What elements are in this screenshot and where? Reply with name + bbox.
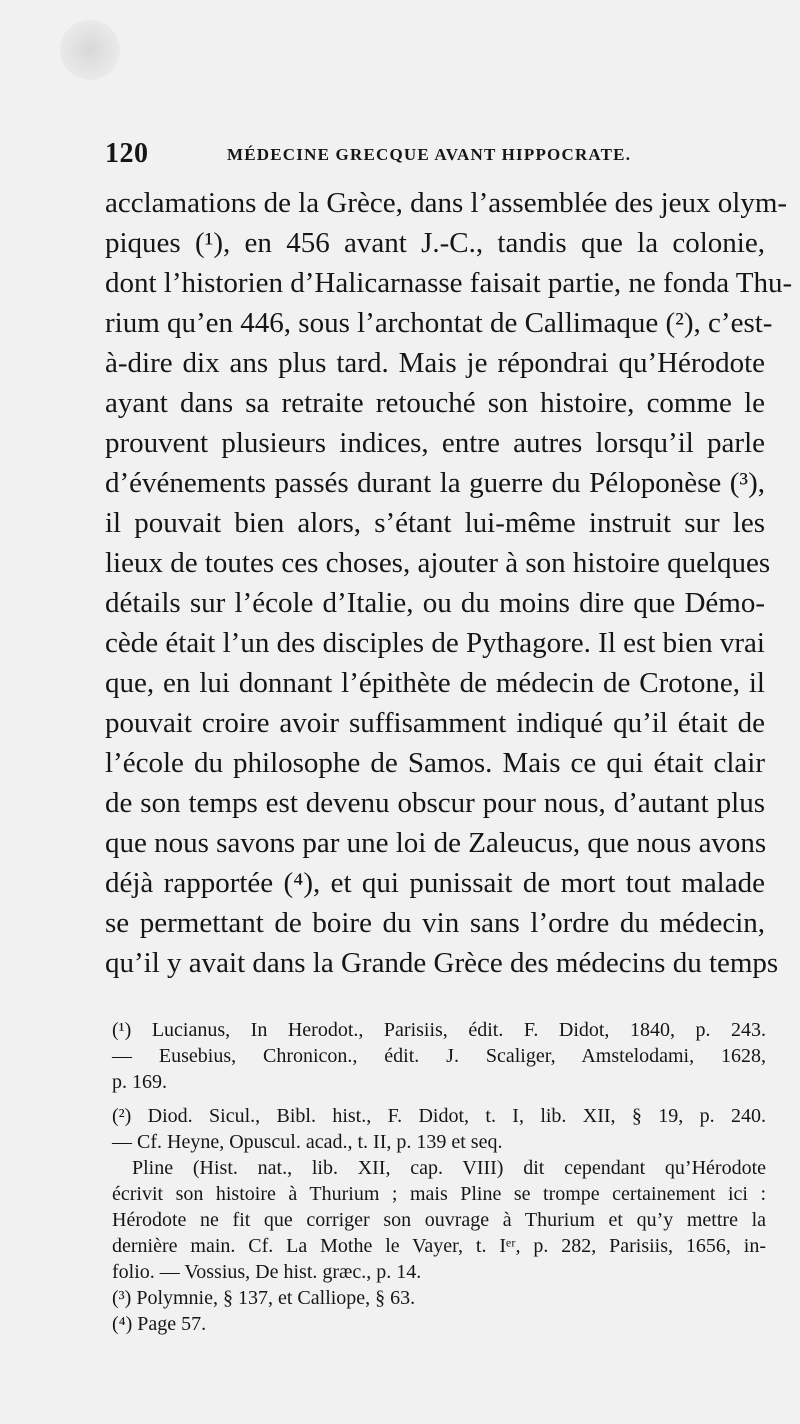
paper-stain	[60, 20, 120, 80]
footnote-2-line: Hérodote ne fit que corriger son ouvrage à Thurium et qu’y mettre la	[112, 1209, 766, 1231]
footnote-1-line: — Eusebius, Chronicon., édit. J. Scaliger, Amstelodami, 1628,	[112, 1045, 766, 1067]
text-line: lieux de toutes ces choses, ajouter à son histoire quelques	[105, 547, 771, 579]
text-line: détails sur l’école d’Italie, ou du moins dire que Démo-	[105, 587, 765, 619]
text-line: il pouvait bien alors, s’étant lui-même instruit sur les	[105, 507, 765, 539]
footnote-1-line: p. 169.	[112, 1071, 167, 1093]
text-line: acclamations de la Grèce, dans l’assemblée des jeux olym-	[105, 187, 788, 219]
running-title: MÉDECINE GRECQUE AVANT HIPPOCRATE.	[227, 145, 632, 164]
footnote-2-line: folio. — Vossius, De hist. græc., p. 14.	[112, 1261, 422, 1283]
text-line: que, en lui donnant l’épithète de médecin de Crotone, il	[105, 667, 765, 699]
text-line: l’école du philosophe de Samos. Mais ce qui était clair	[105, 747, 765, 779]
text-line: pouvait croire avoir suffisamment indiqué qu’il était de	[105, 707, 765, 739]
page-header	[105, 138, 665, 172]
text-line: à-dire dix ans plus tard. Mais je répondrai qu’Hérodote	[105, 347, 765, 379]
footnote-1-line: (¹) Lucianus, In Herodot., Parisiis, édit. F. Didot, 1840, p. 243.	[112, 1019, 766, 1041]
text-line: ayant dans sa retraite retouché son histoire, comme le	[105, 387, 765, 419]
text-line: d’événements passés durant la guerre du Péloponèse (³),	[105, 467, 765, 499]
text-line: prouvent plusieurs indices, entre autres lorsqu’il parle	[105, 427, 765, 459]
footnote-2-line: écrivit son histoire à Thurium ; mais Pline se trompe certainement ici :	[112, 1183, 766, 1205]
text-line: se permettant de boire du vin sans l’ordre du médecin,	[105, 907, 765, 939]
footnote-2-line: dernière main. Cf. La Mothe le Vayer, t. Iᵉʳ, p. 282, Parisiis, 1656, in-	[112, 1235, 766, 1257]
footnote-2-line: — Cf. Heyne, Opuscul. acad., t. II, p. 139 et seq.	[112, 1131, 503, 1153]
footnote-4: (⁴) Page 57.	[112, 1313, 207, 1335]
footnote-3: (³) Polymnie, § 137, et Calliope, § 63.	[112, 1287, 416, 1309]
footnote-2-line: (²) Diod. Sicul., Bibl. hist., F. Didot, t. I, lib. XII, § 19, p. 240.	[112, 1105, 766, 1127]
text-line: que nous savons par une loi de Zaleucus, que nous avons	[105, 827, 767, 859]
text-line: de son temps est devenu obscur pour nous, d’autant plus	[105, 787, 765, 819]
footnotes	[112, 1017, 766, 1337]
text-line: rium qu’en 446, sous l’archontat de Callimaque (²), c’est-	[105, 307, 773, 339]
text-line: cède était l’un des disciples de Pythagore. Il est bien vrai	[105, 627, 765, 659]
text-line: dont l’historien d’Halicarnasse faisait partie, ne fonda Thu-	[105, 267, 793, 299]
footnote-2-line: Pline (Hist. nat., lib. XII, cap. VIII) dit cependant qu’Hérodote	[132, 1157, 766, 1179]
main-text	[105, 183, 793, 983]
text-line: déjà rapportée (⁴), et qui punissait de mort tout malade	[105, 867, 765, 899]
text-line: piques (¹), en 456 avant J.-C., tandis que la colonie,	[105, 227, 765, 259]
text-line: qu’il y avait dans la Grande Grèce des médecins du temps	[105, 947, 779, 979]
page-number: 120	[105, 138, 149, 169]
